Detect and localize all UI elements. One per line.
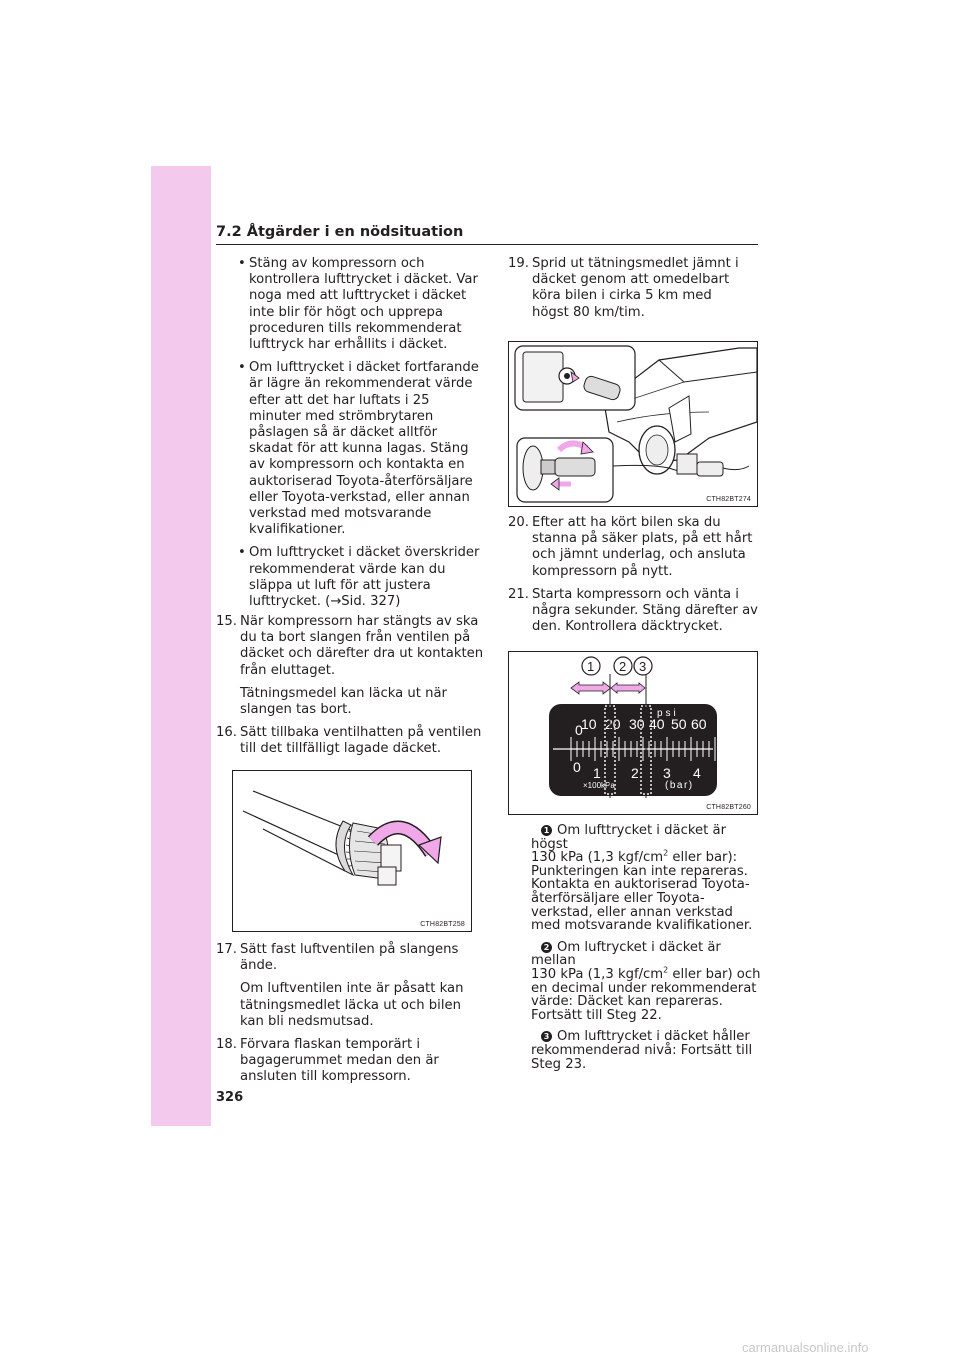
psi-unit-label: psi (657, 708, 679, 719)
bar-tick-label: 3 (663, 765, 671, 781)
superscript: 2 (663, 848, 669, 858)
callout-1: 1 (587, 659, 595, 674)
result-number-2: 2 (541, 942, 552, 953)
step-17 (216, 942, 484, 974)
bar-tick-label: 1 (593, 765, 601, 781)
result-number-3: 3 (541, 1031, 552, 1042)
psi-tick-label: 0 (575, 722, 583, 738)
result-text: Punkteringen kan inte repareras. Kontakta en auktoriserad Toyota-återförsäljare eller Toyota-verkstad, eller annan verkstad med motsvarande kvalifikationer. (531, 863, 753, 934)
result-text: rekommenderad nivå: Fortsätt till Steg 23. (531, 1042, 753, 1072)
result-text: 130 kPa (1,3 kgf/cm (531, 850, 664, 866)
step-number: 19. (508, 256, 529, 271)
bar-tick-label: 4 (693, 765, 701, 781)
result-text: 130 kPa (1,3 kgf/cm (531, 966, 664, 982)
psi-tick-label: 10 (581, 716, 597, 732)
step-text: Förvara flaskan temporärt i bagagerummet medan den är ansluten till kompressorn. (240, 1037, 439, 1085)
result-2 (531, 941, 763, 1023)
right-step-19 (508, 256, 748, 328)
psi-tick-label: 50 (671, 716, 687, 732)
step-text: När kompressorn har stängts av ska du ta bort slangen från ventilen på däcket och därefter dra ut kontakten från eluttaget. (240, 614, 484, 678)
chapter-side-tab (151, 166, 211, 1126)
step-19 (508, 256, 748, 321)
result-number-1: 1 (541, 825, 552, 836)
callout-3: 3 (639, 659, 647, 674)
step-text: Sätt tillbaka ventilhatten på ventilen till det tillfälligt lagade däcket. (240, 725, 482, 757)
step-number: 15. (216, 614, 237, 629)
result-text: Om luftrycket i däcket är mellan (531, 939, 721, 969)
figure-code: CTH82BT260 (706, 804, 751, 811)
step-number: 21. (508, 586, 529, 602)
step-text: Starta kompressorn och vänta i några sekunder. Stäng därefter av den. Kontrollera däcktrycket. (532, 586, 758, 635)
step-number: 16. (216, 725, 237, 741)
step-number: 20. (508, 515, 529, 530)
step-text: Sprid ut tätningsmedlet jämnt i däcket genom att omedelbart köra bilen i cirka 5 km med högst 80 km/tim. (532, 256, 739, 320)
result-3 (531, 1030, 763, 1071)
side-tab-gap (151, 1126, 211, 1358)
pressure-gauge-illustration (509, 652, 757, 814)
hose-valve-illustration (233, 771, 471, 931)
step-15 (216, 614, 484, 679)
header-rule (216, 244, 758, 245)
bullet-item: • Stäng av kompressorn och kontrollera lufttrycket i däcket. Var noga med att lufttrycket i däcket inte blir för högt och upprepa proceduren tills rekommenderat lufttryck har erhållits i däcket. (232, 256, 482, 353)
result-1 (531, 824, 763, 933)
left-steps-lower (216, 942, 484, 1093)
bar-tick-label: 0 (573, 759, 581, 775)
superscript: 2 (663, 965, 669, 975)
step-number: 18. (216, 1037, 237, 1053)
step-18 (216, 1037, 484, 1086)
left-bullets (232, 256, 482, 617)
step-number: 17. (216, 942, 237, 957)
bar-unit-label: (bar) (665, 780, 694, 791)
bar-tick-label: 2 (631, 765, 639, 781)
figure-car-compressor (508, 341, 758, 507)
result-text: Om lufttrycket i däcket håller (557, 1029, 750, 1045)
page-number: 326 (216, 1090, 244, 1105)
figure-code: CTH82BT274 (706, 496, 751, 503)
section-title: 7.2 Åtgärder i en nödsituation (216, 224, 464, 240)
kpa-unit-label: ×100kPa (583, 781, 615, 790)
results-list (531, 824, 763, 1079)
step-17-note: Om luftventilen inte är påsatt kan tätningsmedlet läcka ut och bilen kan bli nedsmutsad. (240, 981, 464, 1029)
left-steps-upper (216, 614, 484, 765)
psi-tick-label: 30 (629, 716, 645, 732)
callout-2: 2 (619, 659, 627, 674)
psi-tick-label: 60 (691, 716, 707, 732)
car-compressor-illustration (509, 342, 757, 506)
step-16 (216, 725, 484, 757)
result-text: eller bar): (668, 850, 738, 866)
step-21 (508, 587, 760, 636)
watermark-link[interactable]: carmanualsonline.info (742, 1340, 869, 1355)
result-text: Om lufttrycket i däcket är högst (531, 823, 727, 852)
psi-tick-label: 20 (605, 716, 621, 732)
step-15-note: Tätningsmedel kan läcka ut när slangen tas bort. (240, 685, 447, 718)
bullet-item: • Om lufttrycket i däcket överskrider rekommenderat värde kan du släppa ut luft för att justera lufttrycket. (→Sid. 327) (232, 545, 482, 610)
figure-pressure-gauge (508, 651, 758, 815)
bullet-item: • Om lufttrycket i däcket fortfarande är lägre än rekommenderat värde efter att det har luftats i 25 minuter med strömbrytaren påslagen så är däcket alltför skadat för att kunna lagas. Stäng av kompressorn och kontakta en auktoriserad Toyota-återförsäljare eller Toyota-verkstad, eller annan verkstad med motsvarande kvalifikationer. (232, 360, 482, 538)
figure-hose-valve (232, 770, 472, 932)
right-steps-mid (508, 515, 760, 642)
result-text: eller bar) och en decimal under rekommenderat värde: Däcket kan repareras. Fortsätt till Steg 22. (531, 966, 761, 1023)
step-text: Efter att ha kört bilen ska du stanna på säker plats, på ett hårt och jämnt underlag, och ansluta kompressorn på nytt. (532, 515, 753, 579)
figure-code: CTH82BT258 (420, 921, 465, 928)
step-20 (508, 515, 760, 580)
psi-tick-label: 40 (649, 716, 665, 732)
step-text: Sätt fast luftventilen på slangens ände. (240, 942, 459, 974)
